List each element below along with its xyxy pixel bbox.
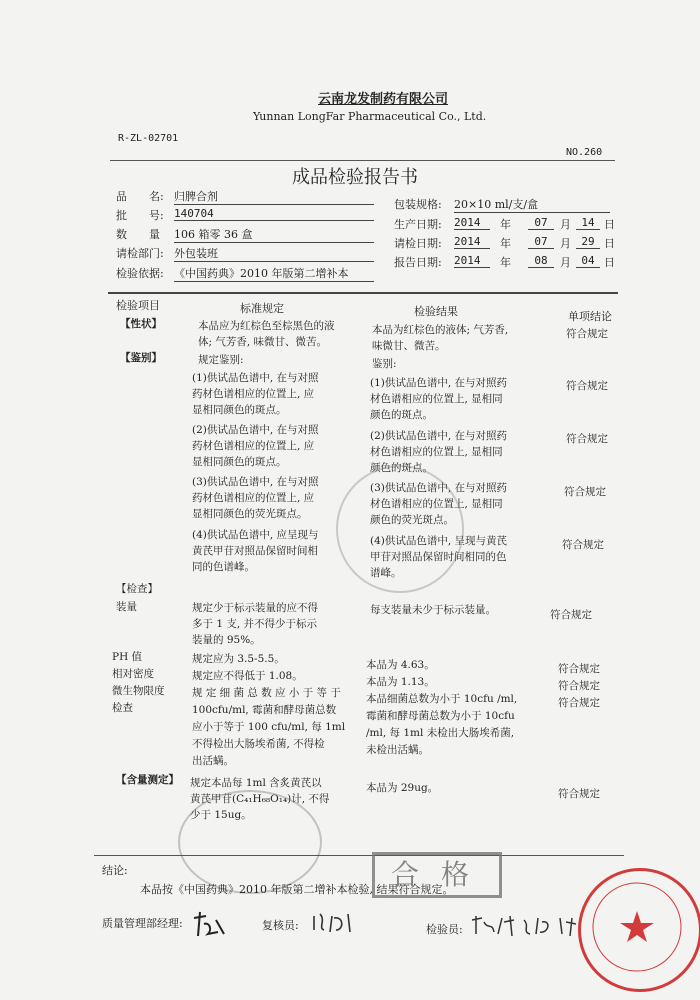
table-row-standard: (4)供试品色谱中, 应呈现与 黄芪甲苷对照品保留时间相 同的色谱峰。 (192, 529, 319, 573)
request-dept-label: 请检部门: (116, 247, 164, 260)
report-title: 成品检验报告书 (292, 167, 418, 188)
company-name-en: Yunnan LongFar Pharmaceutical Co., Ltd. (253, 110, 487, 123)
month-char: 月 (560, 256, 571, 269)
table-row-result: 每支装量未少于标示装量。 (370, 604, 496, 616)
year-char: 年 (500, 256, 511, 269)
col-head-conclusion: 单项结论 (568, 310, 612, 323)
quantity-label: 数 量 (116, 228, 160, 241)
reviewer-signature (310, 910, 358, 936)
qa-manager-label: 质量管理部经理: (102, 917, 183, 930)
table-row-standard: (3)供试品色谱中, 在与对照 药材色谱相应的位置上, 应 显相同颜色的荧光斑点。 (192, 476, 319, 520)
company-name-cn: 云南龙发制药有限公司 (318, 92, 449, 107)
table-row-result: 本品为 29ug。 (366, 782, 439, 794)
inspector-label: 检验员: (426, 923, 463, 936)
qa-manager-signature (188, 908, 230, 942)
table-row-standard: 规定本品每 1ml 含炙黄芪以 黄芪甲苷(C₄₁H₆₈O₁₄)计, 不得 少于 15ug。 (190, 777, 330, 821)
production-date-label: 生产日期: (394, 218, 442, 231)
header-rule (110, 160, 615, 161)
table-row-conclusion: 符合规定 (550, 609, 592, 621)
report-date-month: 08 (528, 254, 554, 268)
document-number: NO.260 (566, 147, 603, 158)
request-date-day: 29 (576, 235, 600, 249)
inspector-signature (468, 912, 588, 940)
batch-value: 140704 (174, 207, 374, 221)
table-row-standard: 本品应为红棕色至棕黑色的液 体; 气芳香, 味微甘、微苦。 (198, 320, 335, 348)
reviewer-label: 复核员: (262, 919, 299, 932)
production-date-year: 2014 (454, 216, 490, 230)
table-row-result: (3)供试品色谱中, 在与对照药 材色谱相应的位置上, 显相同 颜色的荧光斑点。 (370, 482, 508, 526)
request-date-month: 07 (528, 235, 554, 249)
table-row-item: 【鉴别】 (120, 352, 162, 364)
day-char: 日 (604, 218, 615, 231)
report-date-year: 2014 (454, 254, 490, 268)
table-row-conclusion: 符合规定 符合规定 符合规定 (558, 663, 600, 709)
table-row-result: 本品为红棕色的液体; 气芳香, 味微甘、微苦。 (372, 324, 509, 352)
batch-label: 批 号: (116, 209, 164, 222)
table-row-conclusion: 符合规定 (566, 328, 608, 340)
conclusion-top-rule (94, 855, 624, 856)
table-row-item: 【性状】 (120, 318, 162, 330)
conclusion-label: 结论: (102, 864, 128, 877)
faint-company-stamp (178, 790, 322, 894)
qualified-stamp: 合格 (372, 852, 502, 898)
table-row-result: (2)供试品色谱中, 在与对照药 材色谱相应的位置上, 显相同 颜色的斑点。 (370, 430, 508, 474)
table-row-standard: 规定鉴别: (198, 354, 244, 366)
basis-label: 检验依据: (116, 267, 164, 280)
product-name-label: 品 名: (116, 190, 164, 203)
table-row-result: 鉴别: (372, 358, 397, 370)
table-row-item: PH 值 相对密度 微生物限度 检查 (112, 651, 165, 714)
pack-spec-value: 20×10 ml/支/盒 (454, 196, 610, 213)
month-char: 月 (560, 218, 571, 231)
document-code: R-ZL-02701 (118, 133, 179, 144)
quantity-value: 106 箱零 36 盒 (174, 226, 374, 243)
table-row-standard: 规定少于标示装量的应不得 多于 1 支, 并不得少于标示 装量的 95%。 (192, 602, 318, 646)
star-icon (581, 871, 693, 983)
col-head-item: 检验项目 (116, 299, 160, 312)
basis-value: 《中国药典》2010 年版第二增补本 (174, 265, 374, 282)
request-dept-value: 外包装班 (174, 245, 374, 262)
request-date-year: 2014 (454, 235, 490, 249)
table-row-standard: 规定应为 3.5-5.5。 规定应不得低于 1.08。 规 定 细 菌 总 数 应 小 于 等 于 100cfu/ml, 霉菌和酵母菌总数 应小于等于 100 cfu/ml, 每 1ml 不得检出大肠埃希菌, 不得检 出活螨。 (192, 653, 346, 767)
table-row-conclusion: 符合规定 (562, 539, 604, 551)
request-date-label: 请检日期: (394, 237, 442, 250)
col-head-standard: 标准规定 (240, 302, 284, 315)
quality-assurance-seal (578, 868, 700, 992)
table-row-result: (4)供试品色谱中, 呈现与黄芪 甲苷对照品保留时间相同的色 谱峰。 (370, 535, 508, 579)
year-char: 年 (500, 237, 511, 250)
report-date-day: 04 (576, 254, 600, 268)
day-char: 日 (604, 237, 615, 250)
table-row-conclusion: 符合规定 (566, 433, 608, 445)
production-date-month: 07 (528, 216, 554, 230)
table-row-item: 【含量测定】 (116, 774, 179, 786)
year-char: 年 (500, 218, 511, 231)
production-date-day: 14 (576, 216, 600, 230)
table-row-standard: (2)供试品色谱中, 在与对照 药材色谱相应的位置上, 应 显相同颜色的斑点。 (192, 424, 319, 468)
report-date-label: 报告日期: (394, 256, 442, 269)
table-row-conclusion: 符合规定 (564, 486, 606, 498)
pack-spec-label: 包装规格: (394, 198, 442, 211)
conclusion-text: 本品按《中国药典》2010 年版第二增补本检验, 结果符合规定。 (140, 883, 454, 896)
col-head-result: 检验结果 (414, 305, 458, 318)
table-row-standard: (1)供试品色谱中, 在与对照 药材色谱相应的位置上, 应 显相同颜色的斑点。 (192, 372, 319, 416)
month-char: 月 (560, 237, 571, 250)
table-row-result: (1)供试品色谱中, 在与对照药 材色谱相应的位置上, 显相同 颜色的斑点。 (370, 377, 508, 421)
product-name-value: 归脾合剂 (174, 188, 374, 205)
table-row-item: 【检查】 装量 (116, 583, 158, 613)
table-row-result: 本品为 4.63。 本品为 1.13。 本品细菌总数为小于 10cfu /ml, 霉菌和酵母菌总数为小于 10cfu /ml, 每 1ml 未检出大肠埃希菌, 未检出活螨。 (366, 659, 518, 756)
table-top-rule (108, 292, 618, 294)
day-char: 日 (604, 256, 615, 269)
table-row-conclusion: 符合规定 (566, 380, 608, 392)
table-row-conclusion: 符合规定 (558, 788, 600, 800)
faint-inspection-stamp (336, 465, 464, 593)
